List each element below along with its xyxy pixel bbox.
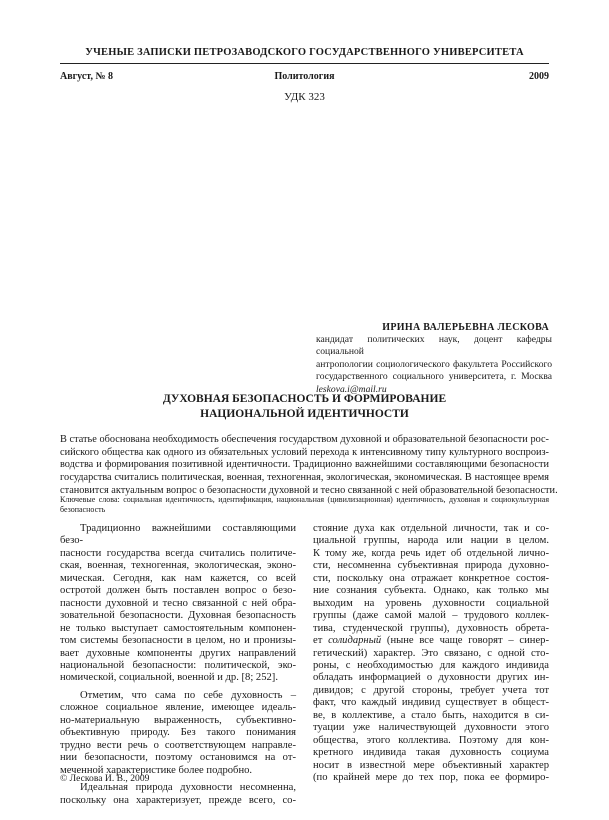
body-line: носит в известной мере объективный характер xyxy=(313,759,549,771)
body-line: ве, в коллективе, а стало быть, находится в си- xyxy=(313,709,549,721)
body-line: К тому же, когда речь идет об отдельной лично- xyxy=(313,547,549,559)
body-line: мическая. Сегодня, как нам кажется, со всей xyxy=(60,572,296,584)
body-line: ние сознания субъекта. Однако, как только мы xyxy=(313,585,549,597)
abstract-line: водства и формирования позитивной идентичности. Традиционно важнейшими составляющими безопасности xyxy=(60,459,549,471)
body-line: кретного индивида такая духовность социума xyxy=(313,747,549,759)
body-line: циальной группы, народа или нации в целом. xyxy=(313,535,549,547)
section-label: Политология xyxy=(274,71,335,82)
body-line: сложное социальное явление, имеющее идеаль- xyxy=(60,702,296,714)
body-line: (по крайней мере до тех пор, пока ее формиро- xyxy=(313,772,549,784)
body-line: стояние духа как отдельной личности, так и со- xyxy=(313,523,549,534)
body-line: общества, этого коллектива. Поэтому для кон- xyxy=(313,734,549,746)
copyright-notice: © Лескова И. В., 2009 xyxy=(60,773,150,784)
keywords xyxy=(60,495,549,516)
title-line: ДУХОВНАЯ БЕЗОПАСНОСТЬ И ФОРМИРОВАНИЕ xyxy=(162,393,447,405)
body-line: поскольку она характеризует, прежде всего, со- xyxy=(60,794,296,806)
body-line: обладать информацией о духовности других ин- xyxy=(313,672,549,684)
body-line: дивидов; с другой стороны, требует учета тот xyxy=(313,684,549,696)
body-line: роны, с необходимостью для каждого индивида xyxy=(313,659,549,671)
body-column-right xyxy=(313,523,549,785)
body-line: пасности духовной и тесно связанной с ней обра- xyxy=(60,597,296,609)
author-name: ИРИНА ВАЛЕРЬЕВНА ЛЕСКОВА xyxy=(382,322,549,333)
abstract-line: государства считались политическая, военная, техногенная, экологическая, экономическая. В настоящее время xyxy=(60,472,549,484)
body-line: зовательной безопасности. Духовная безопасность xyxy=(60,610,296,622)
body-line: гетический) характер. Это связано, с одной сто- xyxy=(313,647,549,659)
author-affiliation xyxy=(316,334,552,396)
emphasis-term: солидарный xyxy=(328,635,382,647)
journal-title: УЧЕНЫЕ ЗАПИСКИ ПЕТРОЗАВОДСКОГО ГОСУДАРСТВЕННОГО УНИВЕРСИТЕТА xyxy=(85,47,524,58)
abstract xyxy=(60,434,558,498)
body-line: национальной безопасности: политической, эко- xyxy=(60,659,296,671)
affiliation-line: антропологии социологического факультета Российского xyxy=(316,358,552,370)
body-line: ская, военная, техногенная, экологическая, эконо- xyxy=(60,560,296,572)
body-line: факт, что каждый индивид существует в общест- xyxy=(313,697,549,709)
text-fragment: ет xyxy=(313,635,329,647)
title-line: НАЦИОНАЛЬНОЙ ИДЕНТИЧНОСТИ xyxy=(200,408,409,420)
body-line: нии безопасности, поэтому остановимся на от- xyxy=(60,752,296,764)
body-line: вает духовные компоненты других направлений xyxy=(60,647,296,659)
year-label: 2009 xyxy=(529,71,549,82)
keywords-line: безопасность xyxy=(60,505,106,515)
abstract-line: сийского общества как одного из обязательных условий перехода к интенсивному типу культурного воспроиз- xyxy=(60,446,549,458)
body-line: выходим на уровень духовности социальной xyxy=(313,597,549,609)
body-line: трудно вести речь о соответствующем направле- xyxy=(60,739,296,751)
body-line: группы (даже самой малой – трудового коллек- xyxy=(313,610,549,622)
body-column-left xyxy=(60,523,296,807)
body-line xyxy=(313,635,549,647)
body-line: сти, поскольку она отражает конкретное состоя- xyxy=(313,572,549,584)
udk-code: УДК 323 xyxy=(284,91,325,103)
body-line: Традиционно важнейшими составляющими безо- xyxy=(60,523,296,547)
body-line: номической, социальной, военной и др. [8; 252]. xyxy=(60,672,278,684)
affiliation-line: государственного социального университета, г. Москва xyxy=(316,371,552,383)
body-line: туации уже наличествующей духовности этого xyxy=(313,722,549,734)
header-rule xyxy=(60,63,549,64)
body-line: Идеальная природа духовности несомненна, xyxy=(80,782,296,794)
body-line: Отметим, что сама по себе духовность – xyxy=(80,689,296,701)
body-line: сти, несомненна субъективная природа духовно- xyxy=(313,560,549,572)
body-line: не только выступает самостоятельным компонен- xyxy=(60,622,296,634)
abstract-line: становится актуальным вопрос о безопасности духовной и тесно связанной с ней образовательной безопасности. xyxy=(60,484,558,496)
issue-label: Август, № 8 xyxy=(60,71,114,82)
text-fragment: (ныне все чаще говорят – синер- xyxy=(381,635,549,647)
abstract-line: В статье обоснована необходимость обеспечения государством духовной и образовательной безопасности рос- xyxy=(60,434,549,445)
author-email[interactable]: leskova.i@mail.ru xyxy=(316,383,387,395)
body-line: меченной характеристике более подробно. xyxy=(60,764,253,776)
body-line: остротой должен быть поставлен вопрос о безо- xyxy=(60,585,296,597)
body-line: объективную природу. Без такого понимания xyxy=(60,727,296,739)
body-line: тива, студенческой группы), духовность обрета- xyxy=(313,622,549,634)
affiliation-line: кандидат политических наук, доцент кафедры социальной xyxy=(316,334,552,358)
body-line: но-материальную выраженность, субъективно- xyxy=(60,714,296,726)
body-line: пасности государства всегда считались политиче- xyxy=(60,547,296,559)
article-title xyxy=(60,392,549,422)
keywords-line: Ключевые слова: социальная идентичность, идентификация, национальная (цивилизационная) идентичность, духовная и социокультурная xyxy=(60,495,549,504)
body-line: том системы безопасности в целом, но и пронизы- xyxy=(60,635,296,647)
